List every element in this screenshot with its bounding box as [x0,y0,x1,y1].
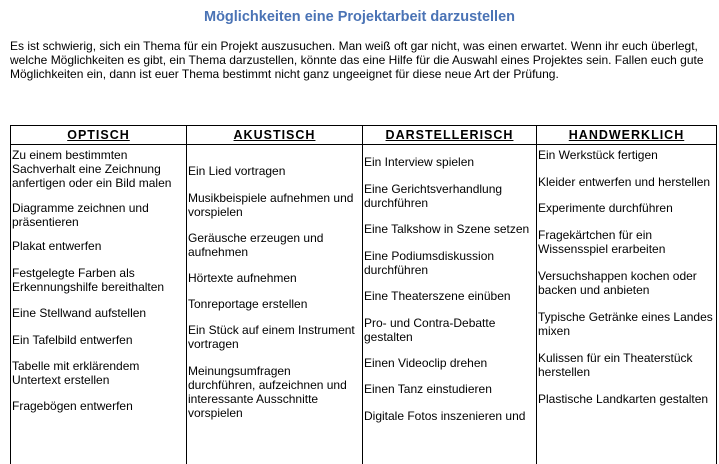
methods-table [10,125,717,464]
header-handwerklich: HANDWERKLICH [537,126,717,145]
list-item: Plastische Landkarten gestalten [538,392,715,406]
intro-paragraph: Es ist schwierig, sich ein Thema für ein Projekt auszusuchen. Man weiß oft gar nicht, was einen erwartet. Wenn ihr euch überlegt, welche Möglichkeiten es gibt, ein Thema darzustellen, könnte das eine Hilfe für die Auswahl eines Projektes sein. Fallen euch gute Möglichkeiten ein, dann ist euer Thema bestimmt nicht ganz ungeeignet für diese neue Art der Prüfung. [10,40,715,81]
list-item: Geräusche erzeugen und aufnehmen [188,231,361,259]
header-row [11,126,717,145]
list-item: Diagramme zeichnen und präsentieren [12,201,185,229]
list-item: Eine Stellwand aufstellen [12,306,185,320]
header-akustisch: AKUSTISCH [187,126,363,145]
list-item: Fragebögen entwerfen [12,399,185,413]
list-item: Plakat entwerfen [12,239,185,253]
header-optisch: OPTISCH [11,126,187,145]
list-item: Fragekärtchen für ein Wissensspiel erarbeiten [538,228,715,256]
list-item: Musikbeispiele aufnehmen und vorspielen [188,191,361,219]
list-item: Tabelle mit erklärendem Untertext erstellen [12,359,185,387]
content-row [11,145,717,464]
column-darstellerisch [363,145,537,464]
list-item: Ein Stück auf einem Instrument vortragen [188,323,361,351]
column-handwerklich [537,145,717,464]
list-item: Tonreportage erstellen [188,297,361,311]
list-item: Ein Werkstück fertigen [538,148,715,162]
list-item: Ein Tafelbild entwerfen [12,333,185,347]
list-item: Experimente durchführen [538,201,715,215]
list-item: Digitale Fotos inszenieren und [364,409,535,423]
list-item: Ein Interview spielen [364,155,535,169]
list-item: Kleider entwerfen und herstellen [538,175,715,189]
list-item: Einen Videoclip drehen [364,356,535,370]
list-item: Eine Theaterszene einüben [364,289,535,303]
list-item: Pro- und Contra-Debatte gestalten [364,316,535,344]
list-item: Typische Getränke eines Landes mixen [538,310,715,338]
list-item: Meinungsumfragen durchführen, aufzeichnen und interessante Ausschnitte vorspielen [188,364,361,420]
list-item: Ein Lied vortragen [188,164,361,178]
list-item: Einen Tanz einstudieren [364,382,535,396]
list-item: Hörtexte aufnehmen [188,271,361,285]
list-item: Kulissen für ein Theaterstück herstellen [538,351,715,379]
page-title: Möglichkeiten eine Projektarbeit darzustellen [0,9,719,25]
list-item: Versuchshappen kochen oder backen und anbieten [538,269,715,297]
column-akustisch [187,145,363,464]
list-item: Eine Talkshow in Szene setzen [364,222,535,236]
list-item: Eine Podiumsdiskussion durchführen [364,249,535,277]
column-optisch [11,145,187,464]
list-item: Zu einem bestimmten Sachverhalt eine Zeichnung anfertigen oder ein Bild malen [12,148,185,190]
list-item: Eine Gerichtsverhandlung durchführen [364,182,535,210]
list-item: Festgelegte Farben als Erkennungshilfe bereithalten [12,266,185,294]
header-darstellerisch: DARSTELLERISCH [363,126,537,145]
